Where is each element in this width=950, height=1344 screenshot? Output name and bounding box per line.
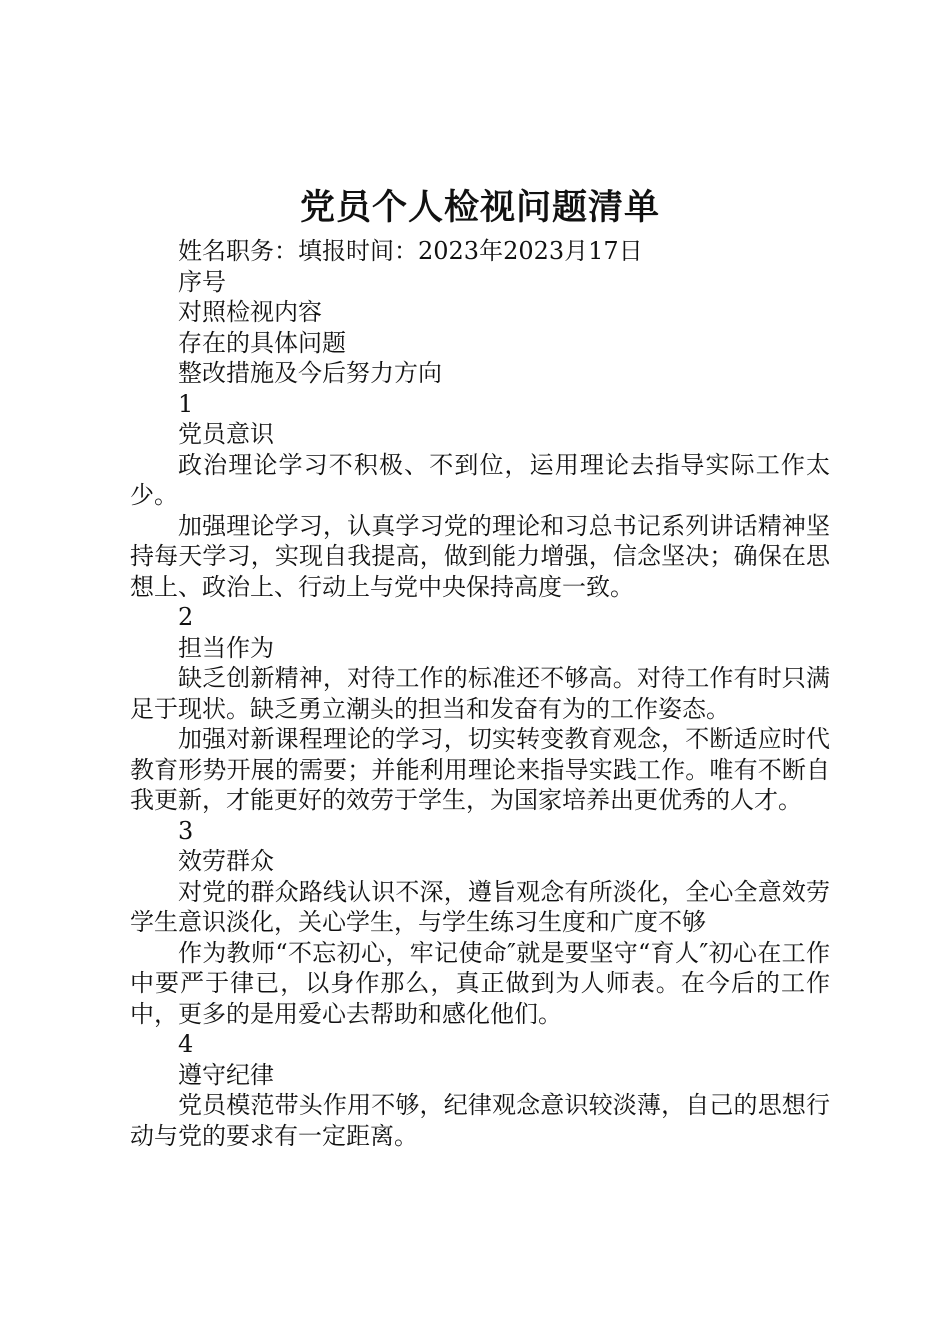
item-topic: 担当作为: [178, 633, 274, 662]
item-problem: 党员模范带头作用不够，纪律观念意识较淡薄，自己的思想行动与党的要求有一定距离。: [130, 1091, 830, 1150]
document-title: 党员个人检视问题清单: [299, 187, 660, 228]
header-check-content: 对照检视内容: [178, 298, 322, 326]
item-measure: 作为教师“不忘初心，牢记使命″就是要坚守“育人″初心在工作中要严于律已，以身作那么，真正做到为人师表。在今后的工作中，更多的是用爱心去帮助和感化他们。: [130, 938, 830, 1028]
item-number: 4: [178, 1030, 194, 1058]
item-topic: 党员意识: [178, 420, 274, 448]
item-measure: 加强对新课程理论的学习，切实转变教育观念，不断适应时代教育形势开展的需要；并能利用理论来指导实践工作。唯有不断自我更新，才能更好的效劳于学生，为国家培养出更优秀的人才。: [130, 725, 830, 814]
header-serial: 序号: [178, 267, 226, 296]
document-page: [130, 180, 830, 1151]
item-number: 3: [178, 816, 194, 845]
item-topic: 遵守纪律: [178, 1060, 274, 1089]
item-problem: 对党的群众路线认识不深，遵旨观念有所淡化，全心全意效劳学生意识淡化，关心学生，与学生练习生度和广度不够: [130, 877, 830, 936]
item-number: 2: [178, 603, 194, 631]
item-problem: 缺乏创新精神，对待工作的标准还不够高。对待工作有时只满足于现状。缺乏勇立潮头的担当和发奋有为的工作姿态。: [130, 664, 830, 723]
header-problems: 存在的具体问题: [178, 328, 346, 357]
item-problem: 政治理论学习不积极、不到位，运用理论去指导实际工作太少。: [130, 450, 830, 509]
header-measures: 整改措施及今后努力方向: [178, 359, 442, 387]
item-number: 1: [178, 389, 194, 418]
item-topic: 效劳群众: [178, 847, 274, 875]
meta-line: 姓名职务：填报时间：2023年2023月17日: [178, 237, 643, 265]
item-measure: 加强理论学习，认真学习党的理论和习总书记系列讲话精神坚持每天学习，实现自我提高，做到能力增强，信念坚决；确保在思想上、政治上、行动上与党中央保持高度一致。: [130, 511, 830, 601]
